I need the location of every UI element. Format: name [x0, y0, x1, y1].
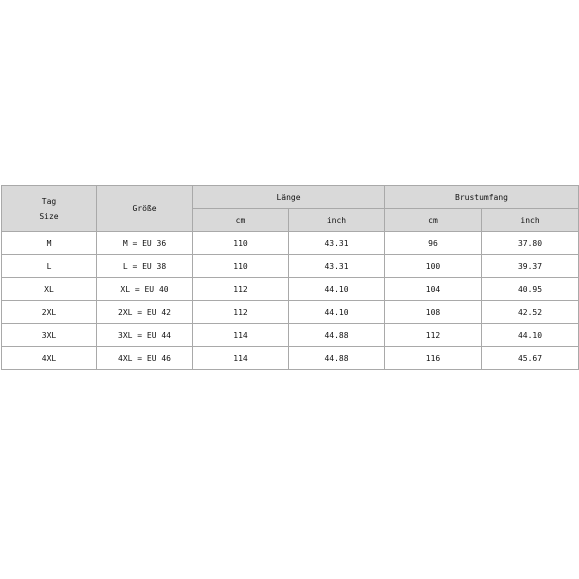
header-size-label: Size	[39, 211, 59, 221]
cell-brust-inch: 44.10	[482, 324, 579, 347]
cell-laenge-cm: 114	[193, 324, 289, 347]
cell-laenge-inch: 43.31	[289, 232, 385, 255]
cell-tag: 4XL	[2, 347, 97, 370]
cell-laenge-cm: 112	[193, 278, 289, 301]
cell-tag: XL	[2, 278, 97, 301]
cell-laenge-inch: 44.10	[289, 301, 385, 324]
cell-brust-inch: 37.80	[482, 232, 579, 255]
header-laenge-inch: inch	[289, 209, 385, 232]
cell-brust-inch: 42.52	[482, 301, 579, 324]
cell-brust-inch: 39.37	[482, 255, 579, 278]
cell-tag: 2XL	[2, 301, 97, 324]
table-row	[2, 301, 579, 324]
cell-tag: 3XL	[2, 324, 97, 347]
header-brust-inch: inch	[482, 209, 579, 232]
cell-laenge-inch: 44.88	[289, 324, 385, 347]
cell-groesse: 3XL = EU 44	[97, 324, 193, 347]
cell-groesse: XL = EU 40	[97, 278, 193, 301]
cell-tag: L	[2, 255, 97, 278]
cell-brust-cm: 116	[385, 347, 482, 370]
cell-laenge-cm: 112	[193, 301, 289, 324]
cell-brust-cm: 108	[385, 301, 482, 324]
cell-groesse: M = EU 36	[97, 232, 193, 255]
header-row-top	[2, 186, 579, 209]
cell-brust-cm: 96	[385, 232, 482, 255]
cell-laenge-cm: 110	[193, 255, 289, 278]
cell-brust-cm: 100	[385, 255, 482, 278]
cell-laenge-inch: 44.88	[289, 347, 385, 370]
header-laenge: Länge	[193, 186, 385, 209]
table-row	[2, 347, 579, 370]
header-tag-size	[2, 186, 97, 232]
cell-brust-cm: 112	[385, 324, 482, 347]
cell-brust-inch: 40.95	[482, 278, 579, 301]
cell-groesse: 2XL = EU 42	[97, 301, 193, 324]
table-row	[2, 232, 579, 255]
cell-groesse: L = EU 38	[97, 255, 193, 278]
cell-brust-cm: 104	[385, 278, 482, 301]
cell-laenge-inch: 43.31	[289, 255, 385, 278]
cell-brust-inch: 45.67	[482, 347, 579, 370]
header-tag-label: Tag	[41, 196, 57, 206]
table-header	[2, 186, 579, 232]
header-brust-cm: cm	[385, 209, 482, 232]
cell-laenge-cm: 114	[193, 347, 289, 370]
table-body	[2, 232, 579, 370]
cell-groesse: 4XL = EU 46	[97, 347, 193, 370]
header-laenge-cm: cm	[193, 209, 289, 232]
cell-laenge-cm: 110	[193, 232, 289, 255]
cell-tag: M	[2, 232, 97, 255]
header-brustumfang: Brustumfang	[385, 186, 579, 209]
table-row	[2, 324, 579, 347]
size-chart-table	[1, 185, 579, 370]
cell-laenge-inch: 44.10	[289, 278, 385, 301]
table-row	[2, 255, 579, 278]
header-groesse: Größe	[97, 186, 193, 232]
table-row	[2, 278, 579, 301]
